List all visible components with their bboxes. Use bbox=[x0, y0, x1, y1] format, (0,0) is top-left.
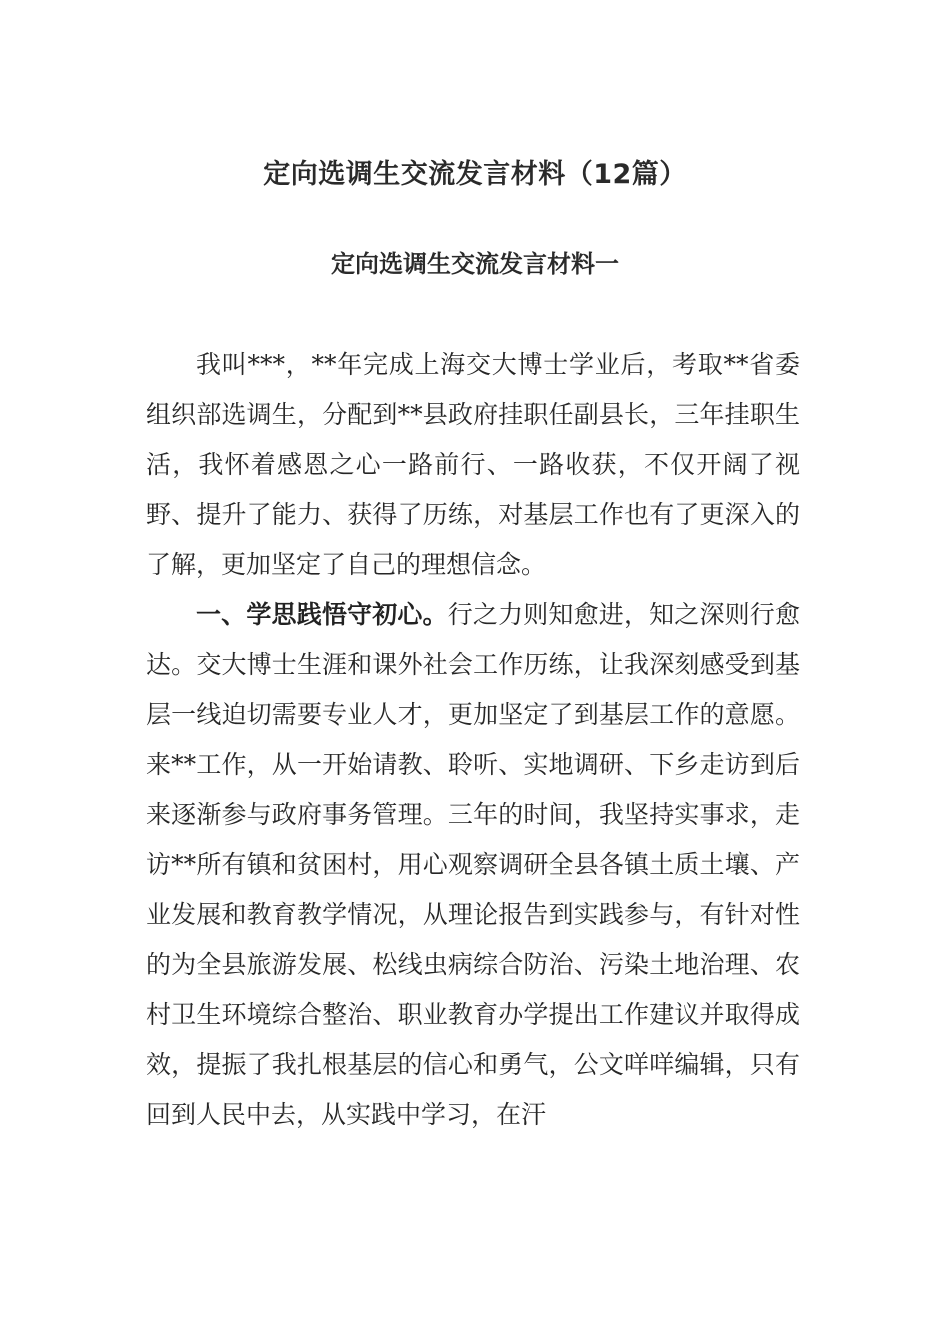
paragraph-text: 我叫***，**年完成上海交大博士学业后，考取**省委组织部选调生，分配到**县政府挂职任副县长，三年挂职生活，我怀着感恩之心一路前行、一路收获，不仅开阔了视野、提升了能力、获得了历练，对基层工作也有了更深入的了解，更加坚定了自己的理想信念。 bbox=[146, 350, 800, 579]
document-subtitle: 定向选调生交流发言材料一 bbox=[331, 250, 619, 278]
paragraph-text: 行之力则知愈进，知之深则行愈达。交大博士生涯和课外社会工作历练，让我深刻感受到基层一线迫切需要专业人才，更加坚定了到基层工作的意愿。来**工作，从一开始请教、聆听、实地调研、下乡走访到后来逐渐参与政府事务管理。三年的时间，我坚持实事求，走访**所有镇和贫困村，用心观察调研全县各镇土质土壤、产业发展和教育教学情况，从理论报告到实践参与，有针对性的为全县旅游发展、松线虫病综合防治、污染土地治理、农村卫生环境综合整治、职业教育办学提出工作建议并取得成效，提振了我扎根基层的信心和勇气，公文咩咩编辑，只有回到人民中去，从实践中学习，在汗 bbox=[146, 600, 800, 1129]
paragraph-section-one bbox=[146, 590, 800, 1140]
section-heading: 一、学思践悟守初心。 bbox=[196, 600, 448, 629]
document-title: 定向选调生交流发言材料（12篇） bbox=[263, 159, 687, 190]
paragraph-intro bbox=[146, 340, 800, 590]
document-body bbox=[146, 340, 800, 1140]
